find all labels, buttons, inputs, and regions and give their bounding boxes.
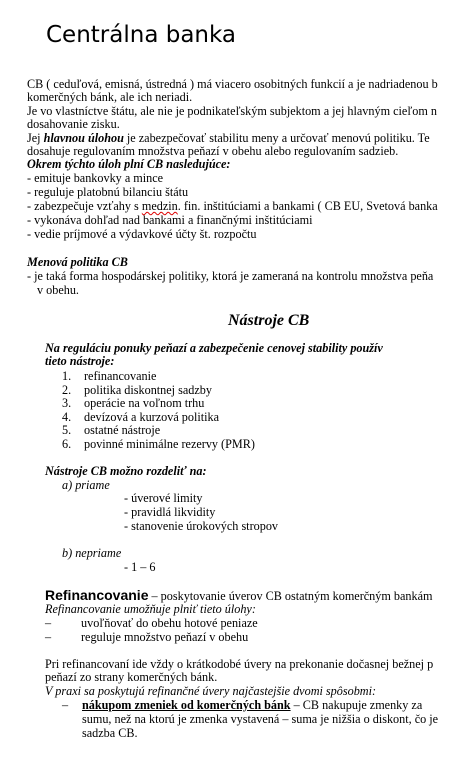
intro-line: dosahovanie zisku. [27,117,120,131]
list-item [27,200,438,213]
divide-heading: Nástroje CB možno rozdeliť na: [45,464,207,478]
list-item: - vedie príjmové a výdavkové účty št. rozpočtu [27,227,257,241]
spellcheck-word: medzin [141,199,178,213]
dash: – [45,630,52,644]
intro-line: dosahuje regulovaním množstva peňazí v obehu alebo regulovaním sadzieb. [27,144,399,158]
refin-heading [45,588,432,603]
method-text-line: sadzba CB. [82,726,138,740]
monetary-heading: Menová politika CB [27,255,128,269]
intro-line: Je vo vlastníctve štátu, ale nie je podnikateľským subjektom a jej hlavným cieľom n [27,104,437,118]
intro-line: CB ( ceduľová, emisná, ústredná ) má viacero osobitných funkcií a je nadriadenou b [27,77,438,91]
tool-number: 3. [62,396,72,410]
tool-number: 4. [62,410,72,424]
intro-text: je zabezpečovať stabilitu meny a určovať menovú politiku. Te [123,131,430,145]
tool-number: 2. [62,383,72,397]
practice-heading: V praxi sa poskytujú refinančné úvery najčastejšie dvomi spôsobmi: [45,684,377,698]
method-item [62,699,422,712]
refin-paragraph: Pri refinancovaní ide vždy o krátkodobé úvery na prekonanie dočasnej bežnej p [45,657,434,671]
page-title: Centrálna banka [46,22,237,48]
dash: – [45,616,52,630]
tool-number: 1. [62,369,72,383]
tool-label: ostatné nástroje [84,423,161,437]
tool-item [62,438,255,451]
direct-item: - pravidlá likvidity [124,505,216,519]
tool-label: devízová a kurzová politika [84,410,220,424]
refin-definition: – poskytovanie úverov CB ostatným komerčným bankám [148,589,433,603]
list-text: . fin. inštitúciami a bankami ( CB EU, Svetová banka [177,199,438,213]
tools-intro: tieto nástroje: [45,354,115,368]
tool-item [62,424,160,437]
refin-item [45,617,258,630]
tool-item [62,370,156,383]
indirect-label: b) nepriame [62,546,122,560]
refin-term: Refinancovanie [45,587,149,603]
list-item: - vykonáva dohľad nad bankami a finančnými inštitúciami [27,213,313,227]
tool-item [62,397,204,410]
indirect-item: - 1 – 6 [124,560,156,574]
direct-item: - úverové limity [124,491,203,505]
method-text-line: sumu, než na ktorú je zmenka vystavená – suma je nižšia o diskont, čo je [82,712,439,726]
main-task-emphasis: hlavnou úlohou [43,131,124,145]
tasks-heading: Okrem týchto úloh plní CB nasledujúce: [27,157,231,171]
tool-number: 5. [62,423,72,437]
intro-line: komerčných bánk, ale ich neriadi. [27,90,193,104]
list-text: - zabezpečuje vzťahy s [27,199,142,213]
refin-paragraph: peňazí zo strany komerčných bánk. [45,670,218,684]
tool-label: politika diskontnej sadzby [84,383,212,397]
tool-label: povinné minimálne rezervy (PMR) [84,437,255,451]
list-item: - emituje bankovky a mince [27,171,164,185]
tool-number: 6. [62,437,72,451]
refin-item-text: reguluje množstvo peňazí v obehu [81,630,249,644]
tools-intro: Na reguláciu ponuky peňazí a zabezpečenie cenovej stability použív [45,341,383,355]
refin-item-text: uvoľňovať do obehu hotové peniaze [81,616,258,630]
section-heading: Nástroje CB [228,312,310,329]
method-term: nákupom zmeniek od komerčných bánk [82,698,291,712]
tool-label: refinancovanie [84,369,157,383]
refin-sub: Refinancovanie umožňuje plniť tieto úlohy: [45,602,256,616]
monetary-line: v obehu. [37,283,79,297]
dash: – [62,698,69,712]
refin-item [45,631,248,644]
intro-text: Jej [27,131,44,145]
tool-label: operácie na voľnom trhu [84,396,205,410]
list-item: - reguluje platobnú bilanciu štátu [27,185,189,199]
direct-item: - stanovenie úrokových stropov [124,519,279,533]
monetary-line: - je taká forma hospodárskej politiky, ktorá je zameraná na kontrolu množstva peňa [27,269,434,283]
method-text: – CB nakupuje zmenky za [290,698,423,712]
direct-label: a) priame [62,478,110,492]
